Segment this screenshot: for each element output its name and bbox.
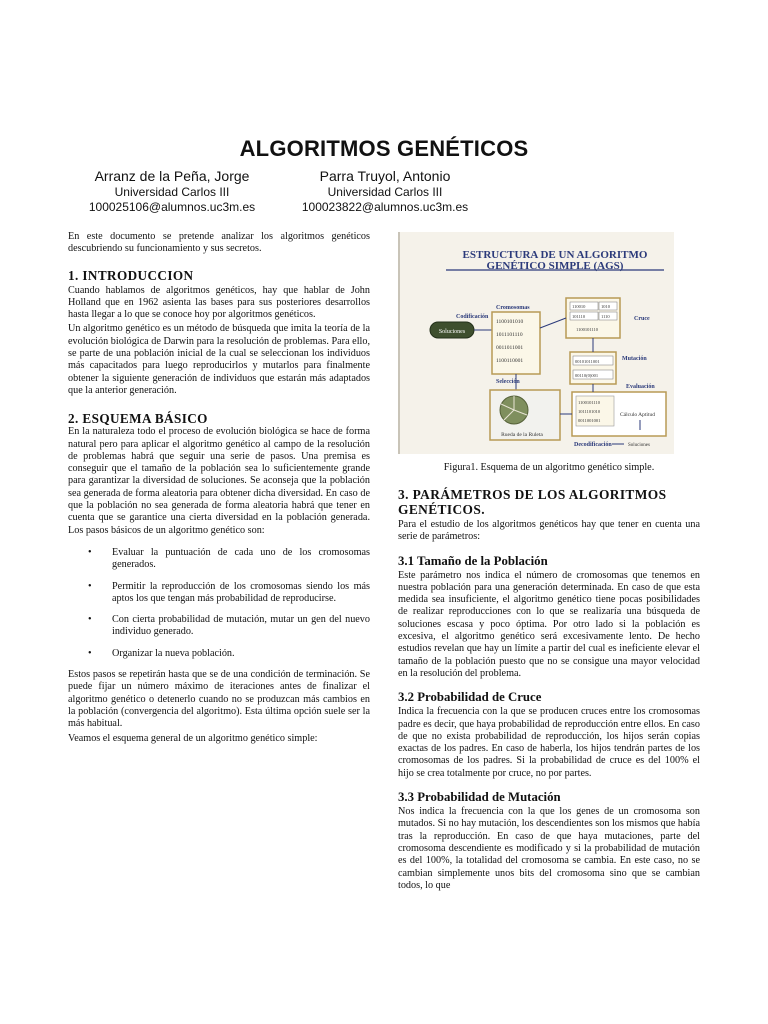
diagram-title: ESTRUCTURA DE UN ALGORITMO	[462, 249, 648, 261]
ags-diagram	[400, 232, 674, 454]
section-2-paragraph: Veamos el esquema general de un algoritmo genético simple:	[68, 732, 318, 744]
author-affiliation: Universidad Carlos III	[327, 185, 443, 199]
right-column	[398, 487, 700, 892]
rueda-label: Rueda de la Ruleta	[501, 432, 543, 438]
svg-text:101110: 101110	[572, 314, 586, 319]
list-item: • Evaluar la puntuación de cada uno de los cromosomas generados.	[88, 546, 370, 571]
diagram-title: GENÉTICO SIMPLE (AGS)	[486, 260, 624, 272]
section-2-heading: 2. ESQUEMA BÁSICO	[68, 411, 208, 427]
chromosome: 1100110001	[496, 358, 524, 364]
section-3-2-paragraph: Indica la frecuencia con la que se producen cruces entre los cromosomas padre es decir, que haya probabilidad de reproducción entre ellos. En caso de que no exista probabilidad de reproducción, los hijos serán copias exactas de los padres. En caso de haberla, los hijos tendrán partes de los cromosomas de los padres. Si la probabilidad de cruce es del 100% el hijo se crea totalmente por cruce, no por partes.	[398, 706, 700, 779]
bullet-icon: •	[88, 614, 92, 626]
svg-text:1110: 1110	[601, 314, 610, 319]
section-3-3-paragraph: Nos indica la frecuencia con la que los genes de un cromosoma son mutados. Si no hay mutación, los descendientes son los mismos que había tras la reproducción. En caso de que haya mutaciones, parte del cromosoma descendiente es modificado y si la probabilidad de mutación es del 100%, la totalidad del cromosoma se cambia. En este caso, no se cambian simplemente unos bits del cromosoma sino que se cambian todos, lo que	[398, 806, 700, 891]
author-2	[275, 167, 495, 215]
svg-text:0011001001: 0011001001	[578, 418, 601, 423]
figure-caption: Figura1. Esquema de un algoritmo genético simple.	[443, 462, 655, 473]
list-item: • Permitir la reproducción de los cromosomas siendo los más aptos los que tengan más probabilidad de reproducirse.	[88, 580, 370, 604]
section-3-2-heading: 3.2 Probabilidad de Cruce	[398, 690, 542, 705]
section-3-1-heading: 3.1 Tamaño de la Población	[398, 553, 548, 568]
bullet-icon: •	[88, 546, 92, 558]
calculo-label: Cálculo Aptitud	[620, 412, 655, 418]
soluciones-node: Soluciones	[438, 329, 466, 335]
section-3-heading: 3. PARÁMETROS DE LOS ALGORITMOS GENÉTICOS.	[398, 487, 667, 517]
svg-text:1010: 1010	[601, 304, 610, 309]
svg-text:00101011001: 00101011001	[575, 359, 600, 364]
abstract: En este documento se pretende analizar los algoritmos genéticos descubriendo su funcionamiento y sus secretos.	[68, 231, 370, 255]
figure-1	[398, 232, 674, 454]
author-1	[62, 167, 282, 215]
chromosome: 1011101110	[496, 332, 523, 338]
cruce-label: Cruce	[634, 316, 650, 322]
cromosomas-label: Cromosomas	[496, 305, 530, 311]
bullet-icon: •	[88, 580, 92, 592]
svg-text:1100101110: 1100101110	[576, 327, 598, 332]
svg-text:00110(0)001: 00110(0)001	[575, 373, 599, 378]
list-item: • Con cierta probabilidad de mutación, mutar un gen del nuevo individuo generado.	[88, 614, 370, 638]
author-affiliation: Universidad Carlos III	[114, 185, 230, 199]
soluciones-output: Soluciones	[628, 443, 650, 448]
chromosome: 1100101010	[496, 319, 524, 325]
mutacion-label: Mutación	[622, 356, 647, 362]
section-2-paragraph: En la naturaleza todo el proceso de evolución biológica se hace de forma natural pero para aplicar el algoritmo genético al campo de la resolución de problemas habrá que seguir una serie de pasos. Una premisa es conseguir que el tamaño de la población sea lo suficientemente grande para garantizar la diversidad de soluciones. Se aconseja que la población sea generada de forma aleatoria para obtener dicha diversidad. En caso de que la población no sea generada de forma aleatoria habrá que tener en cuenta que se garantice una cierta diversidad en la población generada. Los pasos básicos de un algoritmo genético son:	[68, 426, 370, 536]
steps-list	[68, 547, 370, 660]
author-email: 100025106@alumnos.uc3m.es	[88, 200, 256, 214]
section-1-heading: 1. INTRODUCCION	[68, 267, 194, 283]
decodificacion-label: Decodificación	[574, 442, 612, 448]
chromosome: 0011011001	[496, 345, 524, 351]
author-email: 100023822@alumnos.uc3m.es	[301, 200, 469, 214]
left-column	[68, 231, 370, 745]
svg-text:1100101110: 1100101110	[578, 400, 600, 405]
list-item: • Organizar la nueva población.	[88, 647, 235, 659]
section-1-paragraph: Un algoritmo genético es un método de búsqueda que imita la teoría de la evolución biológica de Darwin para la resolución de problemas. Para ello, se parte de una población inicial de la cual se seleccionan los individuos más capacitados para luego reproducirlos y mutarlos para finalmente obtener la siguiente generación de individuos que estarán más adaptados que la anterior generación.	[68, 323, 370, 396]
svg-text:110010: 110010	[572, 304, 586, 309]
section-1-paragraph: Cuando hablamos de algoritmos genéticos, hay que hablar de John Holland que en 1962 asienta las bases para sus posteriores desarrollos hasta llegar a lo que se conoce hoy por algoritmos genéticos.	[68, 284, 370, 321]
author-name: Arranz de la Peña, Jorge	[94, 168, 250, 184]
bullet-icon: •	[88, 647, 92, 659]
paper-title: ALGORITMOS GENÉTICOS	[239, 136, 529, 161]
seleccion-label: Selección	[496, 379, 520, 385]
section-2-paragraph: Estos pasos se repetirán hasta que se de una condición de terminación. Se puede fijar un número máximo de iteraciones antes de finalizar el algoritmo genético o detenerlo cuando no se produzcan más cambios en la población (convergencia del algoritmo). Esta última opción suele ser la más habitual.	[68, 669, 370, 730]
section-3-3-heading: 3.3 Probabilidad de Mutación	[398, 790, 561, 805]
evaluacion-label: Evaluación	[626, 384, 655, 390]
section-3-1-paragraph: Este parámetro nos indica el número de cromosomas que tenemos en nuestra población para una generación determinada. En caso de que esta medida sea insuficiente, el algoritmo genético tiene pocas posibilidades de realizar reproducciones con lo que se realizaría una búsqueda de soluciones escasa y poco óptima. Por otro lado si la población es excesiva, el algoritmo genético será excesivamente lento. De hecho estudios revelan que hay un límite a partir del cual es ineficiente elevar el tamaño de la población puesto que no se consigue una mayor velocidad en la resolución del problema.	[398, 569, 700, 679]
svg-text:1011101010: 1011101010	[578, 409, 601, 414]
section-3-intro: Para el estudio de los algoritmos genéticos hay que tener en cuenta una serie de parámetros:	[398, 519, 700, 543]
author-name: Parra Truyol, Antonio	[319, 168, 451, 184]
codificacion-label: Codificación	[456, 314, 489, 320]
